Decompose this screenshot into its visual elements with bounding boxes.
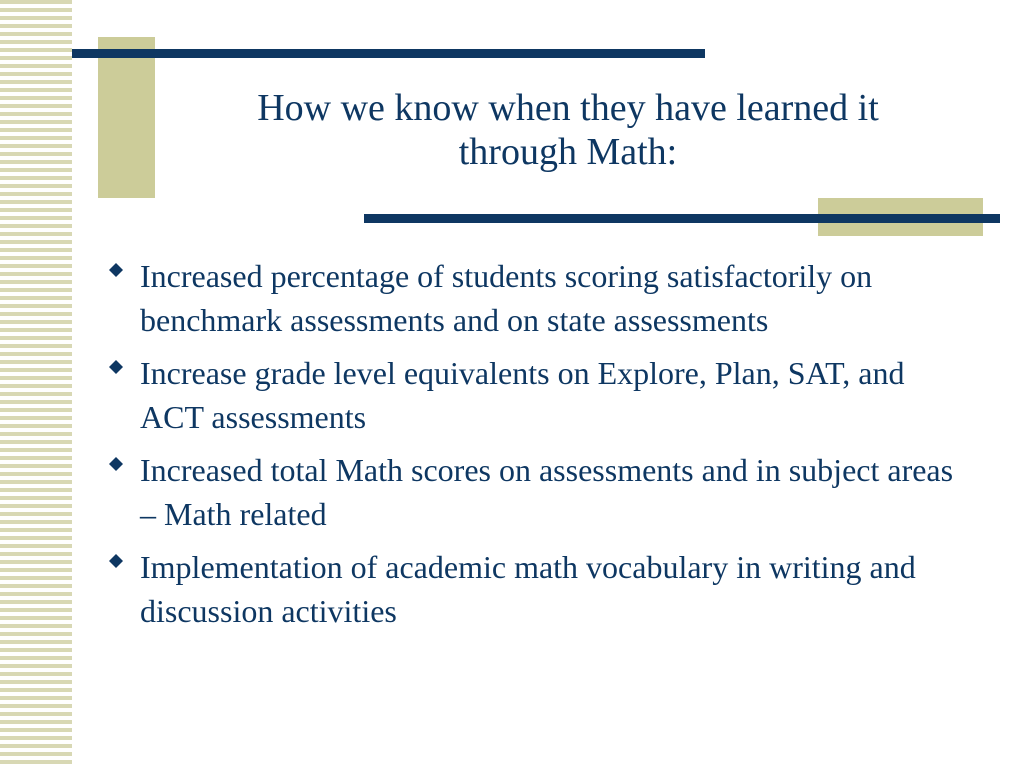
tan-accent-block-top — [98, 37, 155, 198]
bullet-text: Implementation of academic math vocabulary in writing and discussion activities — [140, 549, 916, 629]
slide-title-line-1: How we know when they have learned it — [257, 87, 879, 129]
slide-title — [155, 86, 981, 174]
bullet-list — [108, 254, 968, 642]
bullet-item — [108, 351, 968, 439]
bullet-text: Increased total Math scores on assessments and in subject areas – Math related — [140, 452, 954, 532]
left-stripe-decoration — [0, 0, 72, 768]
navy-accent-line-top — [72, 49, 705, 58]
bullet-text: Increased percentage of students scoring satisfactorily on benchmark assessments and on state assessments — [140, 258, 873, 338]
diamond-bullet-icon — [108, 254, 126, 298]
navy-accent-line-bottom — [364, 214, 1000, 223]
bullet-item — [108, 448, 968, 536]
diamond-bullet-icon — [108, 448, 126, 492]
diamond-bullet-icon — [108, 351, 126, 395]
bullet-text: Increase grade level equivalents on Explore, Plan, SAT, and ACT assessments — [140, 355, 905, 435]
bullet-item — [108, 254, 968, 342]
diamond-bullet-icon — [108, 545, 126, 589]
bullet-item — [108, 545, 968, 633]
slide-title-line-2: through Math: — [458, 131, 678, 173]
